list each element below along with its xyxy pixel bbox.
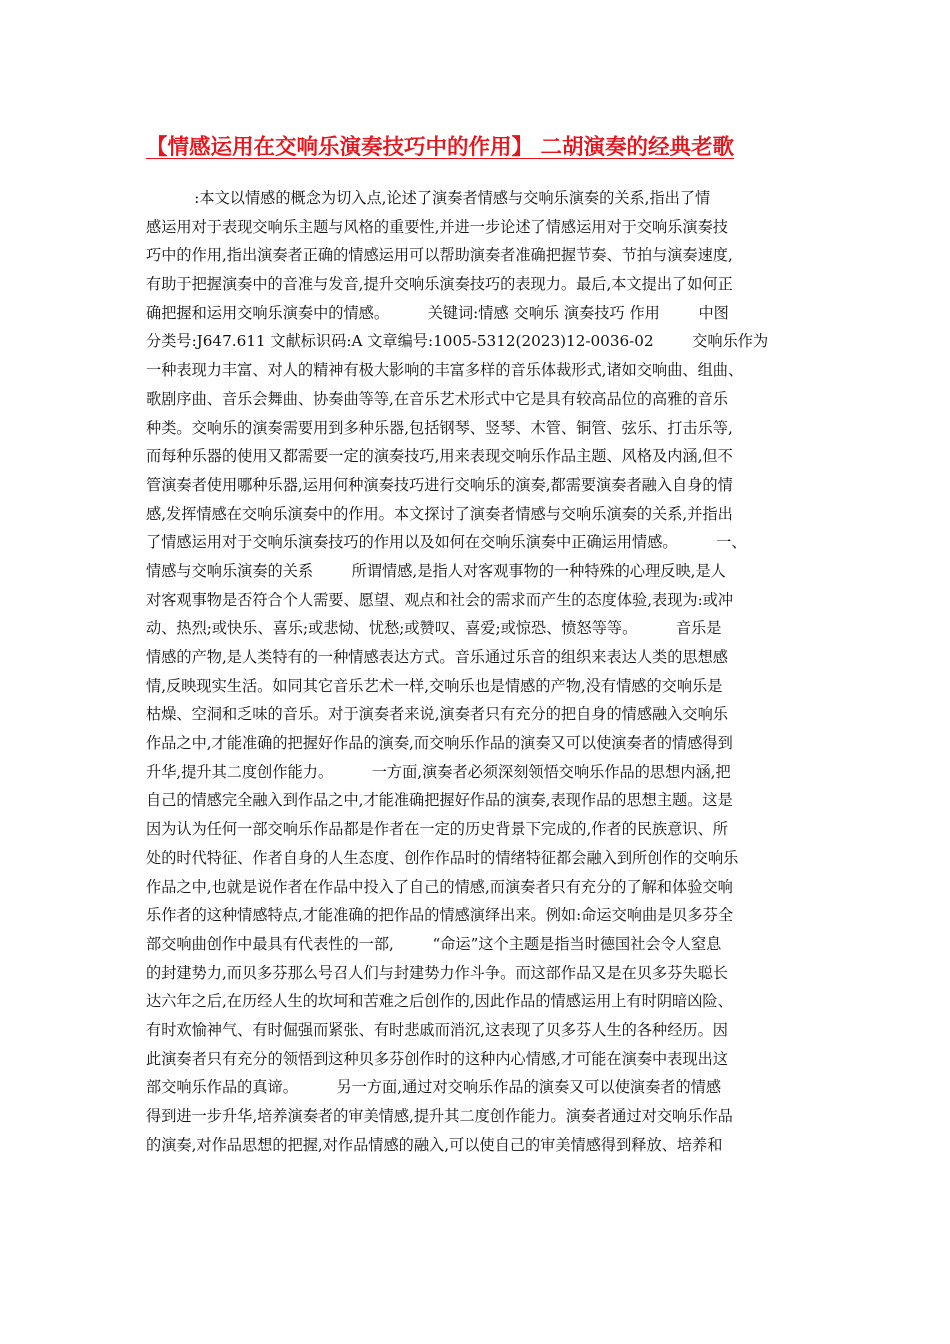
- body-line: 有助于把握演奏中的音准与发音,提升交响乐演奏技巧的表现力。最后,本文提出了如何正: [146, 275, 733, 294]
- body-line: 了情感运用对于交响乐演奏技巧的作用以及如何在交响乐演奏中正确运用情感。 一、: [146, 533, 747, 552]
- body-line: 处的时代特征、作者自身的人生态度、创作作品时的情绪特征都会融入到所创作的交响乐: [146, 848, 739, 867]
- body-line: 乐作者的这种情感特点,才能准确的把作品的情感演绎出来。例如:命运交响曲是贝多芬全: [146, 906, 734, 925]
- body-line: 部交响曲创作中最具有代表性的一部, “命运”这个主题是指当时德国社会令人窒息: [146, 934, 722, 953]
- body-line: 的演奏,对作品思想的把握,对作品情感的融入,可以使自己的审美情感得到释放、培养和: [146, 1135, 723, 1154]
- document-body: [146, 184, 798, 1159]
- body-line: 作品之中,才能准确的把握好作品的演奏,而交响乐作品的演奏又可以使演奏者的情感得到: [146, 734, 733, 753]
- body-line: 对客观事物是否符合个人需要、愿望、观点和社会的需求而产生的态度体验,表现为:或冲: [146, 590, 734, 609]
- body-line: 作品之中,也就是说作者在作品中投入了自己的情感,而演奏者只有充分的了解和体验交响: [146, 877, 733, 896]
- body-line: 情感与交响乐演奏的关系 所谓情感,是指人对客观事物的一种特殊的心理反映,是人: [146, 561, 726, 580]
- body-line: 种类。交响乐的演奏需要用到多种乐器,包括钢琴、竖琴、木管、铜管、弦乐、打击乐等,: [146, 418, 733, 437]
- body-line: 自己的情感完全融入到作品之中,才能准确把握好作品的演奏,表现作品的思想主题。这是: [146, 791, 733, 810]
- body-line: 而每种乐器的使用又都需要一定的演奏技巧,用来表现交响乐作品主题、风格及内涵,但不: [146, 447, 733, 466]
- body-line: 有时欢愉神气、有时倔强而紧张、有时悲戚而消沉,这表现了贝多芬人生的各种经历。因: [146, 1020, 728, 1039]
- body-line: 此演奏者只有充分的领悟到这种贝多芬创作时的这种内心情感,才可能在演奏中表现出这: [146, 1049, 728, 1068]
- body-line: 因为认为任何一部交响乐作品都是作者在一定的历史背景下完成的,作者的民族意识、所: [146, 820, 728, 839]
- body-line: 的封建势力,而贝多芬那么号召人们与封建势力作斗争。而这部作品又是在贝多芬失聪长: [146, 963, 728, 982]
- body-line: 分类号:J647.611 文献标识码:A 文章编号:1005-5312(2023)12-0036-02 交响乐作为: [146, 332, 769, 351]
- body-line: 升华,提升其二度创作能力。 一方面,演奏者必须深刻领悟交响乐作品的思想内涵,把: [146, 762, 731, 781]
- body-line: 得到进一步升华,培养演奏者的审美情感,提升其二度创作能力。演奏者通过对交响乐作品: [146, 1107, 733, 1125]
- body-line: 管演奏者使用哪种乐器,运用何种演奏技巧进行交响乐的演奏,都需要演奏者融入自身的情: [146, 475, 733, 494]
- body-line: 巧中的作用,指出演奏者正确的情感运用可以帮助演奏者准确把握节奏、节拍与演奏速度,: [146, 246, 733, 265]
- body-line: 部交响乐作品的真谛。 另一方面,通过对交响乐作品的演奏又可以使演奏者的情感: [146, 1078, 722, 1097]
- body-line: 确把握和运用交响乐演奏中的情感。 关键词:情感 交响乐 演奏技巧 作用 中图: [146, 303, 729, 322]
- body-line: 歌剧序曲、音乐会舞曲、协奏曲等等,在音乐艺术形式中它是具有较高品位的高雅的音乐: [146, 389, 728, 408]
- body-line: 情感的产物,是人类特有的一种情感表达方式。音乐通过乐音的组织来表达人类的思想感: [146, 648, 728, 666]
- body-line: 达六年之后,在历经人生的坎坷和苦难之后创作的,因此作品的情感运用上有时阴暗凶险、: [146, 992, 733, 1011]
- body-line: 感,发挥情感在交响乐演奏中的作用。本文探讨了演奏者情感与交响乐演奏的关系,并指出: [146, 504, 733, 523]
- document-title: 【情感运用在交响乐演奏技巧中的作用】 二胡演奏的经典老歌: [146, 135, 734, 160]
- body-line: 情,反映现实生活。如同其它音乐艺术一样,交响乐也是情感的产物,没有情感的交响乐是: [146, 676, 723, 695]
- body-line: 枯燥、空洞和乏味的音乐。对于演奏者来说,演奏者只有充分的把自身的情感融入交响乐: [146, 705, 728, 724]
- body-line: 一种表现力丰富、对人的精神有极大影响的丰富多样的音乐体裁形式,诸如交响曲、组曲、: [146, 361, 744, 380]
- body-line: 感运用对于表现交响乐主题与风格的重要性,并进一步论述了情感运用对于交响乐演奏技: [146, 217, 728, 236]
- body-line: :本文以情感的概念为切入点,论述了演奏者情感与交响乐演奏的关系,指出了情: [146, 189, 711, 207]
- body-line: 动、热烈;或快乐、喜乐;或悲恸、忧愁;或赞叹、喜爱;或惊恐、愤怒等等。 音乐是: [146, 619, 722, 638]
